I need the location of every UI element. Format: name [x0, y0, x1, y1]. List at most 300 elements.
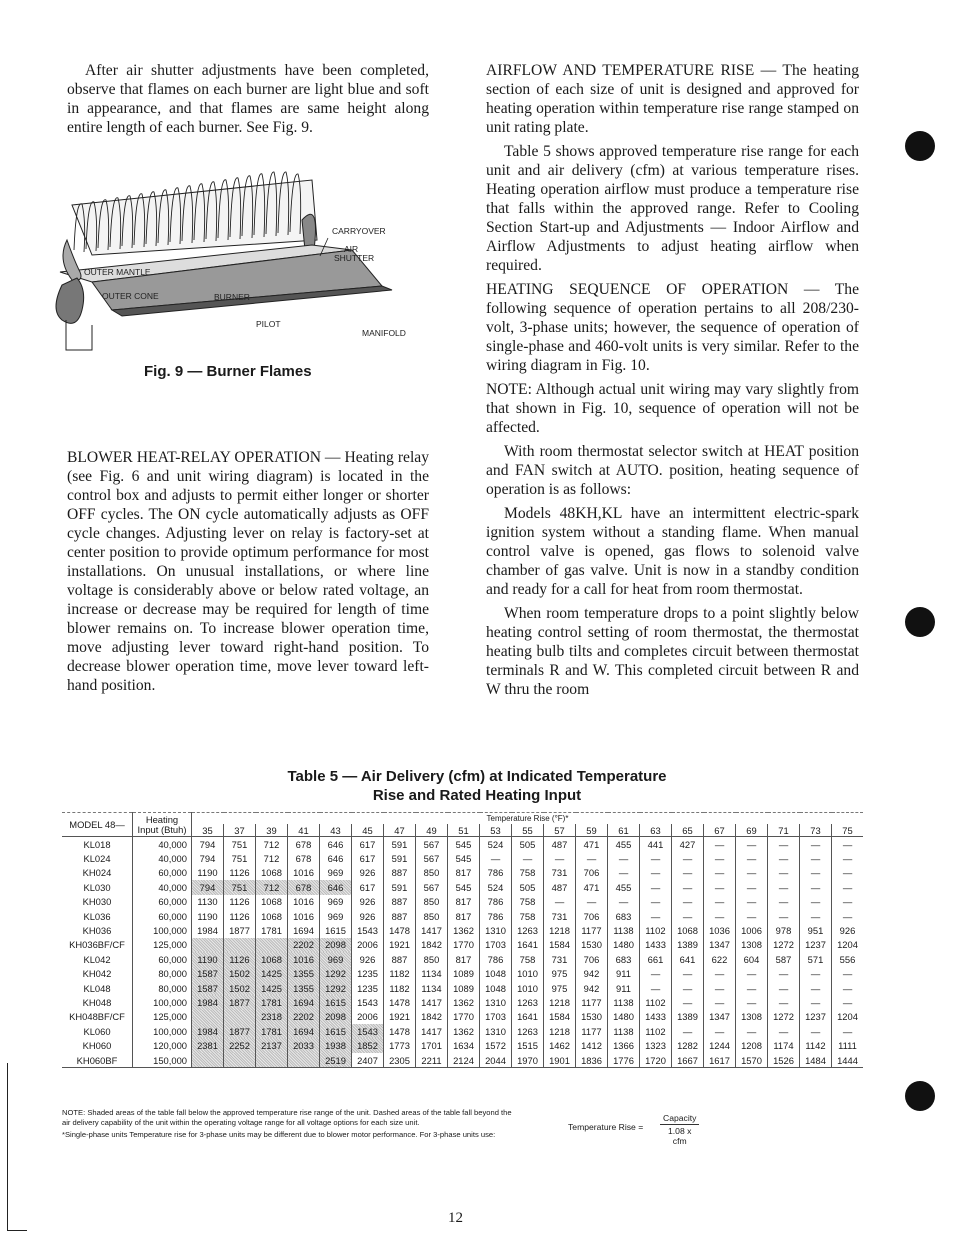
cfm-cell: 1347	[704, 938, 736, 952]
cfm-cell: 1480	[608, 938, 640, 952]
cfm-cell: 758	[512, 866, 544, 880]
cfm-cell: 1263	[512, 923, 544, 937]
cfm-cell: —	[736, 967, 768, 981]
cfm-cell: 731	[544, 952, 576, 966]
cfm-cell: 2006	[352, 938, 384, 952]
cfm-cell: 2033	[288, 1038, 320, 1052]
heating-input-cell: 150,000	[133, 1053, 192, 1068]
room-temp-paragraph: When room temperature drops to a point slightly below heating control setting of room thermostat, the thermostat heating bulb tilts and completes circuit between thermostat terminals R and W. This completed circuit between R and W thru the room	[486, 605, 859, 698]
cfm-cell: 786	[480, 895, 512, 909]
temp-rise-col-header: 57	[544, 824, 576, 837]
cfm-cell: 1068	[256, 895, 288, 909]
cfm-cell: 604	[736, 952, 768, 966]
cfm-cell: —	[704, 981, 736, 995]
cfm-cell: —	[672, 895, 704, 909]
cfm-cell: 571	[800, 952, 832, 966]
cfm-cell: 1480	[608, 1010, 640, 1024]
table-row	[62, 837, 863, 852]
cfm-cell: 2407	[352, 1053, 384, 1068]
cfm-cell: 1984	[192, 1024, 224, 1038]
cfm-cell: 751	[224, 851, 256, 865]
cfm-cell: —	[704, 866, 736, 880]
cfm-cell: 1237	[800, 938, 832, 952]
cfm-cell: 1362	[448, 923, 480, 937]
cfm-cell: 758	[512, 952, 544, 966]
cfm-cell: 712	[256, 851, 288, 865]
cfm-cell: —	[576, 895, 608, 909]
cfm-cell: 678	[288, 880, 320, 894]
cfm-cell: —	[768, 851, 800, 865]
cfm-cell: 975	[544, 967, 576, 981]
temp-rise-col-header: 61	[608, 824, 640, 837]
cfm-cell: 487	[544, 880, 576, 894]
cfm-cell: —	[800, 851, 832, 865]
cfm-cell: 887	[384, 952, 416, 966]
cfm-cell: 1720	[640, 1053, 672, 1068]
cfm-cell: 1617	[704, 1053, 736, 1068]
cfm-cell: 1773	[384, 1038, 416, 1052]
table-row	[62, 866, 863, 880]
cfm-cell: —	[736, 895, 768, 909]
cfm-cell: 1235	[352, 981, 384, 995]
cfm-cell: 591	[384, 851, 416, 865]
cfm-cell: 1984	[192, 923, 224, 937]
cfm-cell: 751	[224, 837, 256, 852]
cfm-cell: 1218	[544, 923, 576, 937]
cfm-cell: 1570	[736, 1053, 768, 1068]
cfm-cell: 1048	[480, 967, 512, 981]
cfm-cell: 1138	[608, 923, 640, 937]
cfm-cell: —	[512, 851, 544, 865]
fig-label-air: AIR	[344, 244, 359, 254]
heating-input-cell: 40,000	[133, 851, 192, 865]
cfm-cell: 751	[224, 880, 256, 894]
model-cell: KH060	[82, 1040, 112, 1052]
temp-rise-col-header: 43	[320, 824, 352, 837]
cfm-cell: 1901	[544, 1053, 576, 1068]
cfm-cell: 1292	[320, 981, 352, 995]
heating-input-cell: 40,000	[133, 837, 192, 852]
cfm-cell: 1543	[352, 995, 384, 1009]
cfm-cell: 850	[416, 895, 448, 909]
cfm-cell: 1877	[224, 923, 256, 937]
cfm-cell: 2211	[416, 1053, 448, 1068]
cfm-cell: 1694	[288, 1024, 320, 1038]
cfm-cell: 1310	[480, 923, 512, 937]
cfm-cell: 1877	[224, 1024, 256, 1038]
cfm-cell: 1584	[544, 938, 576, 952]
cfm-cell: 1190	[192, 952, 224, 966]
cfm-cell: —	[672, 967, 704, 981]
cfm-cell: 1089	[448, 981, 480, 995]
cfm-cell: 1921	[384, 1010, 416, 1024]
cfm-cell: —	[672, 981, 704, 995]
cfm-cell: 1016	[288, 952, 320, 966]
cfm-cell: —	[640, 895, 672, 909]
cfm-cell: 1244	[704, 1038, 736, 1052]
cfm-cell: 1126	[224, 909, 256, 923]
cfm-cell: —	[736, 880, 768, 894]
cfm-cell: 2098	[320, 1010, 352, 1024]
heating-input-cell: 60,000	[133, 952, 192, 966]
model-cell: KH030	[82, 896, 112, 908]
cfm-cell: 1701	[416, 1038, 448, 1052]
cfm-cell: —	[640, 909, 672, 923]
cfm-cell: 1694	[288, 995, 320, 1009]
blower-relay-paragraph: BLOWER HEAT-RELAY OPERATION — Heating relay (see Fig. 6 and unit wiring diagram) is located in the control box and adjusts to permit either longer or shorter OFF cycles. The ON cycle automatically adjusts as OFF cycle changes. Adjusting lever on relay is factory-set at center position to provide optimum performance for most installations. On unusual installations, or where line voltage is considerably above or below rated voltage, an increase or decrease may be required for length of time blower remains on. To increase blower operation time, move adjusting lever toward right-hand position. To decrease blower operation time, move lever toward left-hand position.	[67, 449, 429, 694]
col-header-temp-rise: Temperature Rise (°F)*	[192, 813, 864, 825]
cfm-cell	[224, 1053, 256, 1068]
punch-hole-icon	[905, 131, 935, 161]
cfm-cell: —	[736, 981, 768, 995]
cfm-cell: 1204	[832, 1010, 864, 1024]
cfm-cell: 545	[448, 837, 480, 852]
heating-input-cell: 125,000	[133, 1010, 192, 1024]
table-note-1: NOTE: Shaded areas of the table fall below the approved temperature rise range of the unit. Dashed areas of the table fall beyond the air delivery capability of the unit within the operating voltage range for all voltage options for each size unit.	[62, 1108, 512, 1127]
cfm-cell: 567	[416, 851, 448, 865]
cfm-cell: 926	[832, 923, 864, 937]
cfm-cell: 969	[320, 895, 352, 909]
cfm-cell: 1190	[192, 866, 224, 880]
cfm-cell: 1781	[256, 995, 288, 1009]
cfm-cell: —	[800, 981, 832, 995]
cfm-cell: 1111	[832, 1038, 864, 1052]
cfm-cell: 2044	[480, 1053, 512, 1068]
cfm-cell: —	[768, 837, 800, 852]
cfm-cell: 683	[608, 909, 640, 923]
cfm-cell: —	[704, 895, 736, 909]
cfm-cell: 1310	[480, 995, 512, 1009]
cfm-cell: 978	[768, 923, 800, 937]
cfm-cell: 1347	[704, 1010, 736, 1024]
cfm-cell: 850	[416, 909, 448, 923]
cfm-cell: 1310	[480, 1024, 512, 1038]
cfm-cell: —	[704, 995, 736, 1009]
cfm-cell: 1836	[576, 1053, 608, 1068]
cfm-cell: —	[640, 981, 672, 995]
cfm-cell: 2381	[192, 1038, 224, 1052]
cfm-cell: 1204	[832, 938, 864, 952]
cfm-cell: 471	[576, 837, 608, 852]
cfm-cell: 587	[768, 952, 800, 966]
cfm-cell: 617	[352, 880, 384, 894]
margin-rule-foot	[7, 1230, 27, 1231]
table-body	[62, 837, 863, 1068]
cfm-cell: —	[832, 981, 864, 995]
temp-rise-col-header: 71	[768, 824, 800, 837]
cfm-cell: 1543	[352, 1024, 384, 1038]
cfm-cell: 1433	[640, 1010, 672, 1024]
model-cell: KL060	[83, 1025, 111, 1037]
cfm-cell: 1462	[544, 1038, 576, 1052]
temp-rise-col-header: 55	[512, 824, 544, 837]
table-row	[62, 981, 863, 995]
cfm-cell: 505	[512, 880, 544, 894]
cfm-cell: 1272	[768, 1010, 800, 1024]
cfm-cell: 683	[608, 952, 640, 966]
cfm-cell: —	[736, 995, 768, 1009]
cfm-cell: 1138	[608, 1024, 640, 1038]
table-note-2: *Single-phase units Temperature rise for 3-phase units may be different due to blower motor performance. For 3-phase units use:	[62, 1130, 496, 1139]
cfm-cell: 1036	[704, 923, 736, 937]
airflow-paragraph: AIRFLOW AND TEMPERATURE RISE — The heating section of each size of unit is designed and approved for heating operation within temperature rise range stamped on unit rating plate.	[486, 62, 859, 136]
cfm-cell: 1389	[672, 1010, 704, 1024]
cfm-cell: 1263	[512, 995, 544, 1009]
model-cell: KH036BF/CF	[69, 939, 125, 951]
model-cell: KH048	[82, 996, 112, 1008]
cfm-cell: 1218	[544, 1024, 576, 1038]
table-title	[0, 767, 954, 805]
heating-input-cell: 40,000	[133, 880, 192, 894]
cfm-cell: —	[800, 909, 832, 923]
cfm-cell: 817	[448, 952, 480, 966]
cfm-cell: 850	[416, 866, 448, 880]
note-paragraph: NOTE: Although actual unit wiring may vary slightly from that shown in Fig. 10, sequence of operation will not be affected.	[486, 381, 859, 436]
cfm-cell	[256, 1053, 288, 1068]
cfm-cell	[192, 938, 224, 952]
cfm-cell: 455	[608, 880, 640, 894]
cfm-cell: 794	[192, 851, 224, 865]
temp-rise-col-header: 67	[704, 824, 736, 837]
cfm-cell: 1984	[192, 995, 224, 1009]
heating-input-cell: 60,000	[133, 895, 192, 909]
cfm-cell: 969	[320, 909, 352, 923]
cfm-cell: 1292	[320, 967, 352, 981]
cfm-cell: —	[736, 866, 768, 880]
temp-rise-col-header: 51	[448, 824, 480, 837]
cfm-cell: 2519	[320, 1053, 352, 1068]
cfm-cell: 524	[480, 837, 512, 852]
formula-denominator: 1.08 x cfm	[668, 1126, 692, 1146]
cfm-cell: 1142	[800, 1038, 832, 1052]
cfm-cell: —	[768, 895, 800, 909]
cfm-cell: 1068	[672, 923, 704, 937]
cfm-cell: —	[672, 995, 704, 1009]
cfm-cell: 2124	[448, 1053, 480, 1068]
left-column	[67, 61, 429, 142]
model-cell: KH048BF/CF	[69, 1011, 125, 1023]
cfm-cell: —	[736, 851, 768, 865]
cfm-cell: 1615	[320, 1024, 352, 1038]
cfm-cell: —	[768, 1024, 800, 1038]
cfm-cell: 1263	[512, 1024, 544, 1038]
cfm-cell: 1366	[608, 1038, 640, 1052]
cfm-cell: 1484	[800, 1053, 832, 1068]
temp-rise-col-header: 41	[288, 824, 320, 837]
ignition-paragraph: Models 48KH,KL have an intermittent electric-spark ignition system without a standing flame. When manual control valve is opened, gas flows to solenoid valve chamber of gas valve. Unit is now in a standby condition and ready for a call for heat from room thermostat.	[486, 505, 859, 598]
air-delivery-table	[62, 812, 863, 1068]
cfm-cell: 2202	[288, 938, 320, 952]
cfm-cell: —	[672, 1024, 704, 1038]
cfm-cell: 1102	[640, 1024, 672, 1038]
cfm-cell: 1218	[544, 995, 576, 1009]
cfm-cell: 1412	[576, 1038, 608, 1052]
cfm-cell: 1502	[224, 967, 256, 981]
table-row	[62, 923, 863, 937]
cfm-cell: 556	[832, 952, 864, 966]
cfm-cell: 1126	[224, 866, 256, 880]
cfm-cell: 1781	[256, 1024, 288, 1038]
cfm-cell: 1177	[576, 995, 608, 1009]
cfm-cell	[288, 1053, 320, 1068]
cfm-cell: —	[576, 851, 608, 865]
cfm-cell: —	[608, 895, 640, 909]
cfm-cell: 617	[352, 837, 384, 852]
cfm-cell: 646	[320, 837, 352, 852]
punch-hole-icon	[905, 1081, 935, 1111]
cfm-cell: 1417	[416, 995, 448, 1009]
cfm-cell: 1182	[384, 967, 416, 981]
cfm-cell: 706	[576, 866, 608, 880]
cfm-cell: 1425	[256, 981, 288, 995]
cfm-cell: —	[704, 851, 736, 865]
cfm-cell: 567	[416, 880, 448, 894]
cfm-cell: 975	[544, 981, 576, 995]
cfm-cell: 1770	[448, 1010, 480, 1024]
cfm-cell: 758	[512, 895, 544, 909]
table-row	[62, 938, 863, 952]
thermostat-paragraph: With room thermostat selector switch at HEAT position and FAN switch at AUTO. position, heating sequence of operation is as follows:	[486, 443, 859, 498]
cfm-cell: 1770	[448, 938, 480, 952]
cfm-cell: 1272	[768, 938, 800, 952]
cfm-cell: —	[832, 995, 864, 1009]
cfm-cell: 646	[320, 880, 352, 894]
cfm-cell: 1048	[480, 981, 512, 995]
fig-label-shutter: SHUTTER	[334, 253, 375, 263]
cfm-cell: 1308	[736, 938, 768, 952]
temp-rise-col-header: 39	[256, 824, 288, 837]
cfm-cell: 887	[384, 909, 416, 923]
cfm-cell: 969	[320, 952, 352, 966]
cfm-cell: 1921	[384, 938, 416, 952]
burner-flames-figure	[52, 160, 432, 360]
cfm-cell: 969	[320, 866, 352, 880]
cfm-cell: 545	[448, 880, 480, 894]
cfm-cell: 524	[480, 880, 512, 894]
cfm-cell: 567	[416, 837, 448, 852]
table-row	[62, 851, 863, 865]
temp-rise-col-header: 53	[480, 824, 512, 837]
cfm-cell: —	[640, 880, 672, 894]
cfm-cell: 2137	[256, 1038, 288, 1052]
cfm-cell: —	[672, 909, 704, 923]
cfm-cell: 1776	[608, 1053, 640, 1068]
cfm-cell: 1703	[480, 1010, 512, 1024]
temp-rise-col-header: 63	[640, 824, 672, 837]
cfm-cell: 2202	[288, 1010, 320, 1024]
temp-rise-col-header: 35	[192, 824, 224, 837]
table-row	[62, 909, 863, 923]
cfm-cell: 926	[352, 866, 384, 880]
cfm-cell: —	[832, 1024, 864, 1038]
cfm-cell: 942	[576, 981, 608, 995]
cfm-cell: 1134	[416, 967, 448, 981]
cfm-cell: 817	[448, 895, 480, 909]
cfm-cell: 1235	[352, 967, 384, 981]
cfm-cell: —	[832, 909, 864, 923]
cfm-cell	[192, 1010, 224, 1024]
fig-label-manifold: MANIFOLD	[362, 328, 406, 338]
cfm-cell: 641	[672, 952, 704, 966]
model-cell: KL030	[83, 881, 111, 893]
cfm-cell: 1572	[480, 1038, 512, 1052]
model-cell: KL048	[83, 982, 111, 994]
table-row	[62, 967, 863, 981]
cfm-cell: 1417	[416, 923, 448, 937]
cfm-cell: —	[800, 895, 832, 909]
cfm-cell: 1174	[768, 1038, 800, 1052]
heating-input-cell: 60,000	[133, 909, 192, 923]
cfm-cell: —	[768, 995, 800, 1009]
fig-label-outer-cone: OUTER CONE	[102, 291, 159, 301]
cfm-cell: 794	[192, 837, 224, 852]
heating-input-cell: 80,000	[133, 967, 192, 981]
model-cell: KL042	[83, 953, 111, 965]
cfm-cell: 591	[384, 880, 416, 894]
cfm-cell: 2006	[352, 1010, 384, 1024]
cfm-cell: —	[704, 837, 736, 852]
cfm-cell: 887	[384, 895, 416, 909]
cfm-cell: —	[608, 866, 640, 880]
cfm-cell: 1615	[320, 923, 352, 937]
figure-caption: Fig. 9 — Burner Flames	[144, 363, 312, 380]
cfm-cell: —	[800, 1024, 832, 1038]
cfm-cell: 1478	[384, 1024, 416, 1038]
cfm-cell: 1703	[480, 938, 512, 952]
cfm-cell: 712	[256, 837, 288, 852]
cfm-cell: —	[768, 981, 800, 995]
cfm-cell: 1282	[672, 1038, 704, 1052]
cfm-cell: 1877	[224, 995, 256, 1009]
fig-label-pilot: PILOT	[256, 319, 281, 329]
cfm-cell: —	[832, 851, 864, 865]
cfm-cell: —	[800, 866, 832, 880]
formula-fraction	[660, 1113, 699, 1146]
cfm-cell: —	[544, 851, 576, 865]
temp-rise-col-header: 37	[224, 824, 256, 837]
cfm-cell: 1615	[320, 995, 352, 1009]
cfm-cell: 731	[544, 866, 576, 880]
cfm-cell	[224, 938, 256, 952]
cfm-cell: 646	[320, 851, 352, 865]
cfm-cell: —	[672, 866, 704, 880]
cfm-cell: 1362	[448, 1024, 480, 1038]
cfm-cell: 1016	[288, 909, 320, 923]
cfm-cell: 1389	[672, 938, 704, 952]
temp-rise-col-header: 73	[800, 824, 832, 837]
cfm-cell: 1425	[256, 967, 288, 981]
model-cell: KH060BF	[62, 1053, 133, 1068]
cfm-cell: 1587	[192, 981, 224, 995]
cfm-cell: 817	[448, 909, 480, 923]
cfm-cell: —	[832, 837, 864, 852]
cfm-cell: 1634	[448, 1038, 480, 1052]
cfm-cell: 1444	[832, 1053, 864, 1068]
cfm-cell: 926	[352, 952, 384, 966]
cfm-cell: 1177	[576, 923, 608, 937]
cfm-cell	[256, 938, 288, 952]
cfm-cell: 706	[576, 909, 608, 923]
cfm-cell: 1190	[192, 909, 224, 923]
cfm-cell: 455	[608, 837, 640, 852]
cfm-cell: 427	[672, 837, 704, 852]
cfm-cell: —	[736, 909, 768, 923]
model-cell: KL036	[83, 910, 111, 922]
cfm-cell: 1323	[640, 1038, 672, 1052]
cfm-cell: —	[480, 851, 512, 865]
table-row	[62, 880, 863, 894]
table-row	[62, 995, 863, 1009]
